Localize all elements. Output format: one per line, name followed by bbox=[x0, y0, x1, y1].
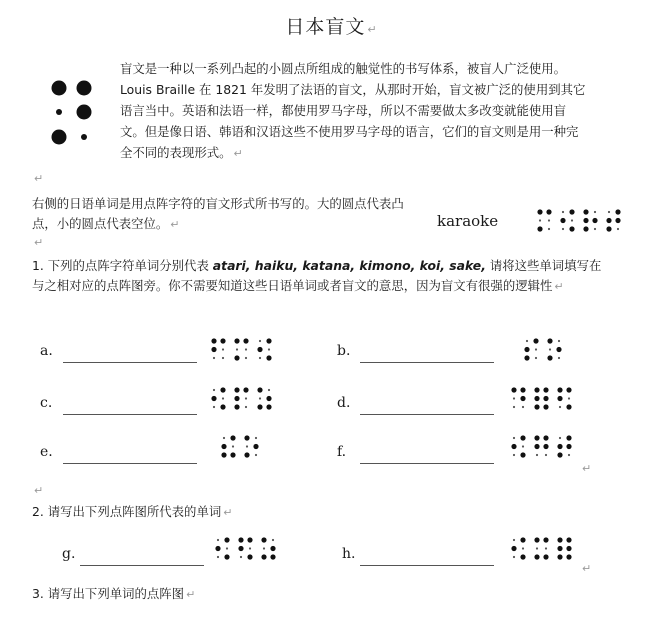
braille-raised-dot bbox=[211, 347, 216, 352]
paragraph-mark: ↵ bbox=[582, 462, 592, 475]
braille-empty-dot bbox=[259, 357, 261, 359]
braille-raised-dot bbox=[520, 396, 525, 401]
braille-empty-dot bbox=[536, 547, 538, 549]
braille-empty-dot bbox=[245, 348, 247, 350]
braille-raised-dot bbox=[543, 387, 548, 392]
braille-empty-dot bbox=[513, 397, 515, 399]
item-label-c: c. bbox=[40, 395, 53, 411]
braille-e bbox=[220, 433, 270, 463]
braille-empty-dot bbox=[617, 228, 619, 230]
braille-empty-dot bbox=[545, 547, 547, 549]
braille-raised-dot bbox=[566, 404, 571, 409]
braille-raised-dot bbox=[520, 537, 525, 542]
braille-raised-dot bbox=[557, 444, 562, 449]
braille-empty-dot bbox=[536, 454, 538, 456]
braille-raised-dot bbox=[243, 338, 248, 343]
braille-empty-dot bbox=[513, 539, 515, 541]
braille-raised-dot bbox=[557, 546, 562, 551]
braille-empty-dot bbox=[246, 445, 248, 447]
braille-raised-dot bbox=[244, 435, 249, 440]
paragraph-mark: ↵ bbox=[554, 280, 564, 293]
braille-empty-dot bbox=[548, 228, 550, 230]
braille-empty-dot bbox=[559, 437, 561, 439]
braille-raised-dot bbox=[220, 387, 225, 392]
braille-raised-dot bbox=[557, 554, 562, 559]
braille-raised-dot bbox=[520, 435, 525, 440]
braille-empty-dot bbox=[522, 445, 524, 447]
intro-text: 盲文是一种以一系列凸起的小圆点所组成的触觉性的书写体系，被盲人广泛使用。Louis Braille 在 1821 年发明了法语的盲文，从那时开始，盲文被广泛的使用到其它语言当中。英语和法语一样，都使用罗马字母，所以不需要做太多改变就能使用盲文。但是像日语、韩语和汉语这些不使用罗马字母的语言，它们的盲文则是用一种完全不同的表现形式。 bbox=[120, 61, 586, 160]
braille-raised-dot bbox=[533, 338, 538, 343]
paragraph-mark: ↵ bbox=[34, 236, 44, 249]
braille-c bbox=[210, 385, 280, 415]
item-label-d: d. bbox=[337, 395, 351, 411]
item-label-h: h. bbox=[342, 546, 356, 562]
page-title bbox=[0, 12, 663, 39]
braille-raised-dot bbox=[234, 338, 239, 343]
braille-empty-dot bbox=[222, 348, 224, 350]
braille-raised-dot bbox=[211, 338, 216, 343]
braille-empty-dot bbox=[222, 397, 224, 399]
braille-empty-dot bbox=[522, 547, 524, 549]
braille-raised-dot bbox=[211, 396, 216, 401]
braille-raised-dot bbox=[253, 444, 258, 449]
braille-raised-dot bbox=[534, 404, 539, 409]
braille-empty-dot bbox=[562, 211, 564, 213]
braille-illustration bbox=[48, 76, 104, 156]
braille-empty-dot bbox=[217, 539, 219, 541]
question-1-words: atari, haiku, katana, kimono, koi, sake, bbox=[212, 258, 486, 273]
braille-raised-dot bbox=[520, 554, 525, 559]
question-1-prefix: 1. 下列的点阵字符单词分别代表 bbox=[32, 258, 213, 273]
braille-empty-dot bbox=[222, 357, 224, 359]
braille-empty-dot bbox=[535, 348, 537, 350]
paragraph-mark: ↵ bbox=[34, 484, 44, 497]
paragraph-mark: ↵ bbox=[367, 23, 378, 36]
braille-raised-dot bbox=[534, 387, 539, 392]
braille-empty-dot bbox=[268, 348, 270, 350]
braille-raised-dot bbox=[537, 209, 542, 214]
braille-empty-dot bbox=[226, 547, 228, 549]
braille-empty-dot bbox=[549, 348, 551, 350]
braille-empty-dot bbox=[548, 219, 550, 221]
example-text: 右侧的日语单词是用点阵字符的盲文形式所书写的。大的圆点代表凸点，小的圆点代表空位。 bbox=[32, 196, 404, 231]
braille-raised-dot bbox=[534, 554, 539, 559]
braille-raised-dot bbox=[534, 537, 539, 542]
braille-raised-dot bbox=[534, 435, 539, 440]
braille-empty-dot bbox=[513, 406, 515, 408]
braille-raised-dot bbox=[583, 209, 588, 214]
braille-empty-dot bbox=[558, 340, 560, 342]
braille-raised-dot bbox=[557, 452, 562, 457]
braille-empty-dot bbox=[213, 389, 215, 391]
braille-raised-dot bbox=[566, 435, 571, 440]
braille-raised-dot bbox=[220, 338, 225, 343]
braille-raised-dot bbox=[224, 537, 229, 542]
braille-raised-dot bbox=[546, 209, 551, 214]
braille-raised-dot bbox=[592, 218, 597, 223]
braille-empty-dot bbox=[259, 397, 261, 399]
braille-raised-dot bbox=[234, 404, 239, 409]
braille-raised-dot bbox=[261, 554, 266, 559]
braille-raised-dot bbox=[557, 537, 562, 542]
braille-raised-dot bbox=[257, 347, 262, 352]
braille-empty-dot bbox=[535, 357, 537, 359]
braille-raised-dot bbox=[221, 452, 226, 457]
braille-b bbox=[523, 336, 573, 366]
braille-raised-dot bbox=[243, 387, 248, 392]
braille-raised-dot bbox=[234, 355, 239, 360]
braille-raised-dot bbox=[557, 396, 562, 401]
braille-empty-dot bbox=[259, 340, 261, 342]
braille-raised-dot bbox=[524, 347, 529, 352]
braille-a bbox=[210, 336, 280, 366]
question-1-suffix: 请将这些单词填写在与之相对应的点阵图旁。你不需要知道这些日语单词或者盲文的意思，因为盲文有很强的逻辑性 bbox=[32, 258, 602, 293]
braille-raised-dot bbox=[583, 218, 588, 223]
braille-raised-dot bbox=[543, 404, 548, 409]
question-2-text bbox=[32, 502, 232, 523]
braille-raised-dot bbox=[543, 435, 548, 440]
item-label-f: f. bbox=[337, 444, 347, 460]
braille-g bbox=[214, 535, 284, 565]
braille-raised-dot bbox=[270, 554, 275, 559]
braille-raised-dot bbox=[615, 218, 620, 223]
braille-raised-dot bbox=[557, 387, 562, 392]
braille-empty-dot bbox=[558, 357, 560, 359]
braille-empty-dot bbox=[526, 340, 528, 342]
braille-empty-dot bbox=[223, 437, 225, 439]
braille-raised-dot bbox=[543, 396, 548, 401]
braille-empty-dot bbox=[522, 406, 524, 408]
braille-raised-dot bbox=[230, 452, 235, 457]
braille-empty-dot bbox=[236, 348, 238, 350]
braille-raised-dot bbox=[537, 226, 542, 231]
braille-empty-dot bbox=[245, 357, 247, 359]
braille-empty-dot bbox=[594, 228, 596, 230]
braille-raised-dot bbox=[238, 537, 243, 542]
braille-raised-dot bbox=[511, 387, 516, 392]
braille-empty-dot bbox=[255, 437, 257, 439]
braille-empty-dot bbox=[608, 211, 610, 213]
braille-raised-dot bbox=[534, 396, 539, 401]
braille-raised-dot bbox=[566, 387, 571, 392]
braille-raised-dot bbox=[221, 444, 226, 449]
braille-empty-dot bbox=[594, 211, 596, 213]
braille-empty-dot bbox=[568, 454, 570, 456]
braille-raised-dot bbox=[615, 209, 620, 214]
example-braille bbox=[536, 207, 636, 237]
braille-raised-dot bbox=[606, 226, 611, 231]
braille-empty-dot bbox=[213, 357, 215, 359]
braille-raised-dot bbox=[238, 546, 243, 551]
paragraph-mark: ↵ bbox=[34, 172, 44, 185]
braille-empty-dot bbox=[568, 397, 570, 399]
braille-raised-dot bbox=[511, 444, 516, 449]
braille-f bbox=[510, 433, 580, 463]
braille-empty-dot bbox=[513, 454, 515, 456]
braille-raised-dot bbox=[569, 226, 574, 231]
braille-raised-dot bbox=[560, 218, 565, 223]
question-1-text bbox=[32, 256, 602, 297]
braille-empty-dot bbox=[268, 389, 270, 391]
answer-blank-h[interactable] bbox=[360, 565, 494, 566]
braille-raised-dot bbox=[566, 554, 571, 559]
braille-empty-dot bbox=[217, 556, 219, 558]
braille-raised-dot bbox=[524, 355, 529, 360]
braille-raised-dot bbox=[583, 226, 588, 231]
example-word: karaoke bbox=[437, 212, 499, 230]
braille-raised-dot bbox=[247, 537, 252, 542]
item-label-a: a. bbox=[40, 343, 53, 359]
braille-raised-dot bbox=[566, 537, 571, 542]
braille-empty-dot bbox=[571, 219, 573, 221]
answer-blank-f[interactable] bbox=[360, 463, 494, 464]
braille-raised-dot bbox=[257, 404, 262, 409]
braille-raised-dot bbox=[547, 338, 552, 343]
braille-empty-dot bbox=[263, 547, 265, 549]
braille-empty-dot bbox=[240, 556, 242, 558]
braille-raised-dot bbox=[266, 338, 271, 343]
braille-empty-dot bbox=[249, 547, 251, 549]
braille-raised-dot bbox=[261, 537, 266, 542]
braille-empty-dot bbox=[539, 219, 541, 221]
braille-raised-dot bbox=[566, 444, 571, 449]
answer-blank-a[interactable] bbox=[63, 362, 197, 363]
braille-raised-dot bbox=[606, 218, 611, 223]
answer-blank-b[interactable] bbox=[360, 362, 494, 363]
braille-d bbox=[510, 385, 580, 415]
braille-raised-dot bbox=[220, 404, 225, 409]
item-label-g: g. bbox=[62, 546, 76, 562]
braille-empty-dot bbox=[255, 454, 257, 456]
braille-raised-dot bbox=[556, 347, 561, 352]
braille-raised-dot bbox=[230, 435, 235, 440]
braille-raised-dot bbox=[266, 355, 271, 360]
braille-raised-dot bbox=[569, 209, 574, 214]
paragraph-mark: ↵ bbox=[582, 562, 592, 575]
question-3-text bbox=[32, 584, 195, 605]
braille-raised-dot bbox=[244, 452, 249, 457]
braille-raised-dot bbox=[566, 546, 571, 551]
braille-raised-dot bbox=[534, 444, 539, 449]
braille-raised-dot bbox=[234, 396, 239, 401]
braille-empty-dot bbox=[513, 437, 515, 439]
paragraph-mark: ↵ bbox=[186, 588, 196, 601]
question-3-label: 3. 请写出下列单词的点阵图 bbox=[32, 586, 185, 601]
answer-blank-d[interactable] bbox=[360, 414, 494, 415]
braille-raised-dot bbox=[247, 554, 252, 559]
answer-blank-e[interactable] bbox=[63, 463, 197, 464]
braille-raised-dot bbox=[543, 537, 548, 542]
braille-empty-dot bbox=[245, 406, 247, 408]
answer-blank-g[interactable] bbox=[80, 565, 204, 566]
page-title-text: 日本盲文 bbox=[285, 16, 366, 38]
braille-raised-dot bbox=[543, 444, 548, 449]
braille-empty-dot bbox=[232, 445, 234, 447]
braille-empty-dot bbox=[213, 406, 215, 408]
braille-empty-dot bbox=[513, 556, 515, 558]
braille-raised-dot bbox=[547, 355, 552, 360]
paragraph-mark: ↵ bbox=[233, 147, 243, 160]
braille-raised-dot bbox=[266, 404, 271, 409]
item-label-e: e. bbox=[40, 444, 53, 460]
braille-empty-dot bbox=[272, 539, 274, 541]
braille-raised-dot bbox=[257, 387, 262, 392]
braille-raised-dot bbox=[266, 396, 271, 401]
braille-raised-dot bbox=[234, 387, 239, 392]
braille-raised-dot bbox=[215, 546, 220, 551]
braille-empty-dot bbox=[559, 406, 561, 408]
braille-empty-dot bbox=[562, 228, 564, 230]
item-label-b: b. bbox=[337, 343, 351, 359]
braille-empty-dot bbox=[545, 454, 547, 456]
example-paragraph bbox=[32, 194, 412, 235]
braille-raised-dot bbox=[520, 452, 525, 457]
braille-raised-dot bbox=[520, 387, 525, 392]
braille-raised-dot bbox=[543, 554, 548, 559]
braille-h bbox=[510, 535, 580, 565]
question-2-label: 2. 请写出下列点阵图所代表的单词 bbox=[32, 504, 222, 519]
braille-raised-dot bbox=[224, 554, 229, 559]
intro-paragraph bbox=[120, 58, 590, 164]
paragraph-mark: ↵ bbox=[223, 506, 233, 519]
paragraph-mark: ↵ bbox=[170, 218, 180, 231]
braille-raised-dot bbox=[270, 546, 275, 551]
answer-blank-c[interactable] bbox=[63, 414, 197, 415]
braille-empty-dot bbox=[245, 397, 247, 399]
braille-raised-dot bbox=[511, 546, 516, 551]
